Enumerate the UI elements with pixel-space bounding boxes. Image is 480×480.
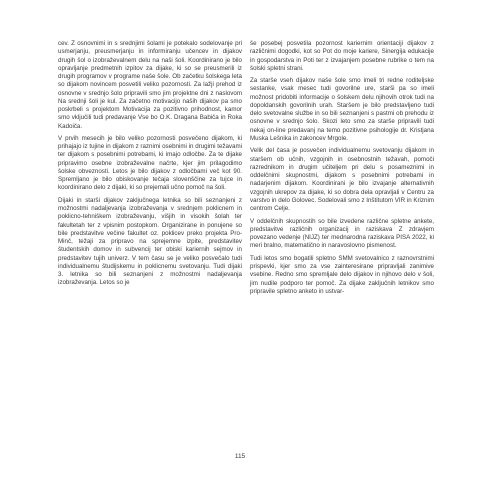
paragraph: Za starše vseh dijakov naše šole smo imeli tri redne roditeljske sestanke, vsak mesec tudi govorilne ure, starši pa so imeli možnost pridobiti informacije o šolskem delu njihovih otrok tudi na dopoldanskih govorilnih urah. Staršem je bilo predstavljeno tudi delo svetovalne službe in so bili seznanjeni s pastmi ob prehodu iz osnovne v srednjo šolo. Skozi leto smo za starše pripravili tudi nekaj on-line predavanj na temo pozitivne psihologije dr. Kristjana Muska Lešnika in zakoncev Mrgole.: [250, 77, 434, 142]
paragraph: V prvih mesecih je bilo veliko pozornosti posvečeno dijakom, ki prihajajo iz tujine in dijakom z raznimi osebnimi in drugimi težavami ter dijakom s posebnimi potrebami, ki imajo odločbe. Za te dijake pripravimo osebne izobraževalne načrte, kjer jim prilagodimo šolske obveznosti. Letos je bilo dijakov z odločbami več kot 90. Spremljano je bilo obiskovanje tečaja slovenščine za tujce in koordinirano delo z dijaki, ki so prejemali učno pomoč na šoli.: [58, 134, 242, 192]
paragraph: cev. Z osnovnimi in s srednjimi šolami je potekalo sodelovanje pri usmerjanju, preusmerjanju in informiranju učencev in dijakov drugih šol o izobraževalnem delu na naši šoli. Koordinirano je bilo opravljanje predmetnih izpitov za dijake, ki so se preusmerili iz drugih programov v programe naše šole. Ob začetku šolskega leta so dijakom novincem posvetili veliko pozornosti. Za lažji prehod iz osnovne v srednjo šolo pripravili smo jim projektne dni z naslovom Na srednji šoli je kul. Za začetno motivacijo naših dijakov pa smo poskrbeli s projektom Motivacija za pozitivno prihodnost, kamor smo vključili tudi predavanje Vse bo O.K. Dragana Babiča in Roka Kadoiča.: [58, 40, 242, 130]
paragraph: še posebej posvetila pozornost kariernim orientaciji dijakov z različnimi dogodki, kot so Pot do moje kariere, Sinergija edukacije in gospodarstva in Poti ter z izvajanjem posebne rubrike o tem na šolski spletni strani.: [250, 40, 434, 72]
paragraph: V oddelčnih skupnostih so bile izvedene različne spletne ankete, predstavitve različnih organizacij in raziskava Z zdravjem povezano vedenje (NIJZ) ter mednarodna raziskava PISA 2022, ki meri bralno, matematično in naravoslovno pismenost.: [250, 217, 434, 250]
paragraph: Tudi letos smo bogatili spletno SMM svetovalnico z raznovrstnimi prispevki, kjer smo za vse zainteresirane pripravljali zanimive vsebine. Redno smo spremljale delo dijakov in njihovo delo v šoli, jim nudile podporo ter pomoč. Za dijake zaključnih letnikov smo pripravile spletno anketo in ustvar-: [250, 254, 434, 295]
paragraph: Velik del časa je posvečen individualnemu svetovanju dijakom in staršem ob učnih, vzgojnih in osebnostnih težavah, pomoči razrednikom in drugim učiteljem pri delu s posameznimi in oddelčnimi skupnostmi, dijakom s posebnimi potrebami in nadarjenim dijakom. Koordinirani je bilo izvajanje alternativnih vzgojnih ukrepov za dijake, ki so dobra dela opravljali v Centru za varstvo in delo Golovec. Sodelovali smo z Inštitutom VIR in Kriznim centrom Celje.: [250, 147, 434, 213]
page-number: 115: [234, 453, 246, 460]
left-text-column: [58, 40, 242, 292]
right-text-column: [250, 40, 434, 300]
paragraph: Dijaki in starši dijakov zaključnega letnika so bili seznanjeni z možnostmi nadaljevanja izobraževanja v srednjem poklicnem in poklicno-tehniškem izobraževanju, višjih in visokih šolah ter fakultetah ter z vpisnim postopkom. Organizirane in ponujene so bile predstavitve večine fakultet oz. poklicev preko projekta Pro-Minč, težaji za pripravo na sprejemne izpite, predstavitev študentskih domov in subvencij ter obiski kariernih sejmov in predstavitev tujih univerz. V tem času se je veliko posvečalo tudi individualnemu študijskemu in poklicnemu svetovanju. Tudi dijaki 3. letnika so bili seznanjeni z možnostmi nadaljevanja izobraževanja. Letos so je: [58, 196, 242, 287]
